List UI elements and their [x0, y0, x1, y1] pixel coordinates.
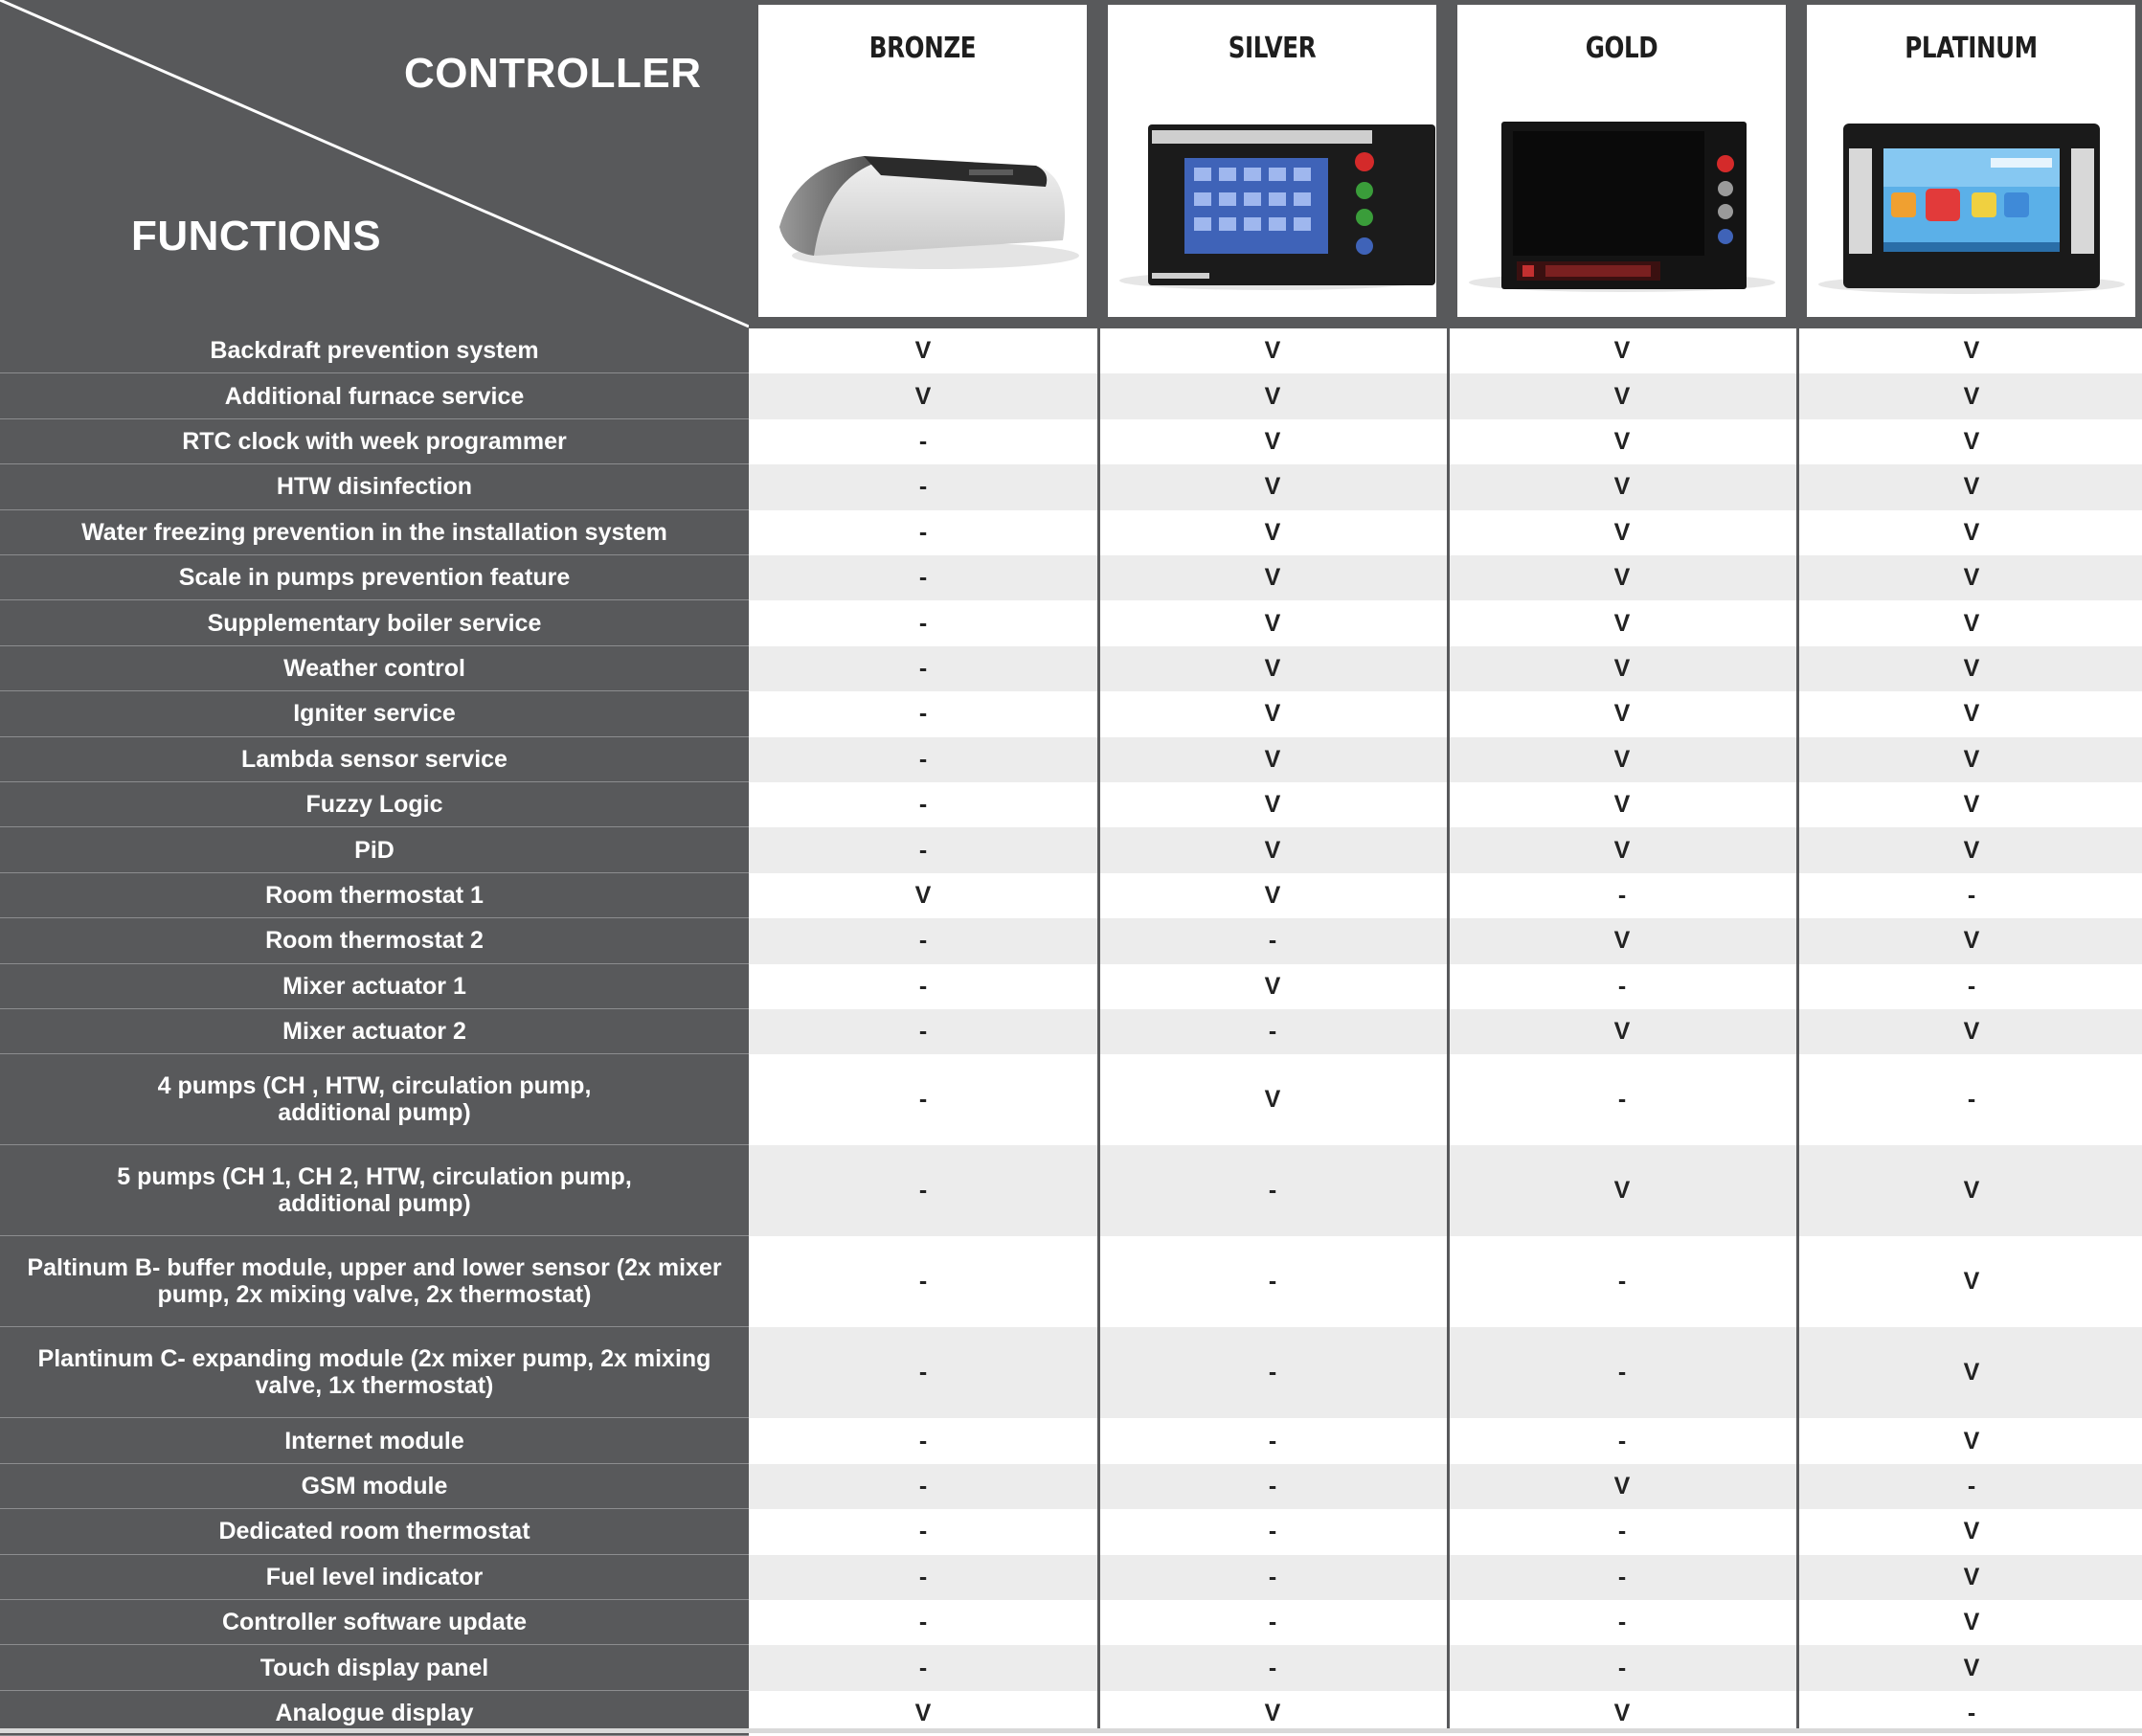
availability-mark-gold: V [1613, 1018, 1631, 1046]
value-cells [749, 1327, 2142, 1418]
value-cells [749, 1145, 2142, 1236]
availability-mark-platinum: - [1967, 1699, 1976, 1726]
availability-mark-gold: - [1617, 1086, 1627, 1114]
availability-mark-bronze: - [918, 1018, 928, 1046]
function-label: 4 pumps (CH , HTW, circulation pump, additional pump) [0, 1054, 749, 1145]
availability-mark-gold: - [1617, 881, 1627, 909]
function-label: Room thermostat 1 [0, 873, 749, 918]
function-label: Paltinum B- buffer module, upper and lower sensor (2x mixer pump, 2x mixing valve, 2x thermostat) [0, 1236, 749, 1327]
function-label: 5 pumps (CH 1, CH 2, HTW, circulation pump, additional pump) [0, 1145, 749, 1236]
column-divider [1447, 328, 1450, 1733]
availability-mark-gold: V [1613, 382, 1631, 410]
availability-mark-silver: V [1264, 791, 1281, 819]
availability-mark-gold: V [1613, 609, 1631, 637]
table-row [0, 1236, 2142, 1327]
availability-mark-platinum: V [1963, 1654, 1980, 1681]
availability-mark-platinum: V [1963, 1359, 1980, 1387]
product-card-silver [1108, 5, 1436, 317]
availability-mark-bronze: - [918, 1472, 928, 1499]
availability-mark-bronze: - [918, 791, 928, 819]
availability-mark-platinum: V [1963, 1609, 1980, 1636]
availability-mark-bronze: V [914, 1699, 932, 1726]
value-cells [749, 373, 2142, 418]
availability-mark-gold: V [1613, 700, 1631, 728]
functions-heading: FUNCTIONS [131, 213, 382, 259]
availability-mark-gold: V [1613, 836, 1631, 864]
availability-mark-platinum: V [1963, 927, 1980, 955]
availability-mark-bronze: - [918, 427, 928, 455]
availability-mark-gold: - [1617, 1359, 1627, 1387]
availability-mark-gold: V [1613, 927, 1631, 955]
product-name-platinum: PLATINUM [1905, 32, 2038, 65]
availability-mark-silver: V [1264, 836, 1281, 864]
table-row [0, 373, 2142, 418]
controller-heading: CONTROLLER [404, 50, 702, 97]
product-card-platinum [1807, 5, 2135, 317]
availability-mark-platinum: V [1963, 1018, 1980, 1046]
table-row [0, 782, 2142, 827]
table-row [0, 1009, 2142, 1054]
function-label: Mixer actuator 1 [0, 964, 749, 1009]
availability-mark-platinum: V [1963, 1427, 1980, 1454]
function-label: Internet module [0, 1418, 749, 1463]
function-label: Additional furnace service [0, 373, 749, 418]
product-card-gold [1457, 5, 1786, 317]
table-row [0, 1327, 2142, 1418]
function-label: Backdraft prevention system [0, 328, 749, 373]
availability-mark-platinum: - [1967, 1472, 1976, 1499]
availability-mark-bronze: V [914, 881, 932, 909]
table-row [0, 918, 2142, 963]
availability-mark-silver: V [1264, 745, 1281, 773]
availability-mark-platinum: - [1967, 972, 1976, 1000]
function-label: Scale in pumps prevention feature [0, 555, 749, 600]
table-row [0, 691, 2142, 736]
value-cells [749, 827, 2142, 872]
availability-mark-bronze: V [914, 337, 932, 365]
availability-mark-silver: V [1264, 427, 1281, 455]
availability-mark-silver: V [1264, 1699, 1281, 1726]
function-label: Lambda sensor service [0, 737, 749, 782]
table-row [0, 1645, 2142, 1690]
value-cells [749, 510, 2142, 555]
value-cells [749, 737, 2142, 782]
availability-mark-gold: - [1617, 1654, 1627, 1681]
availability-mark-silver: V [1264, 700, 1281, 728]
table-row [0, 1600, 2142, 1645]
availability-mark-gold: - [1617, 1563, 1627, 1590]
availability-mark-silver: - [1268, 1518, 1277, 1545]
function-label: RTC clock with week programmer [0, 419, 749, 464]
value-cells [749, 1236, 2142, 1327]
column-divider [1796, 328, 1799, 1733]
table-row [0, 1145, 2142, 1236]
function-label: Plantinum C- expanding module (2x mixer pump, 2x mixing valve, 1x thermostat) [0, 1327, 749, 1418]
availability-mark-platinum: V [1963, 337, 1980, 365]
availability-mark-silver: V [1264, 337, 1281, 365]
value-cells [749, 918, 2142, 963]
value-cells [749, 555, 2142, 600]
availability-mark-bronze: V [914, 382, 932, 410]
availability-mark-gold: - [1617, 1518, 1627, 1545]
table-row [0, 646, 2142, 691]
availability-mark-silver: V [1264, 972, 1281, 1000]
table-row [0, 1054, 2142, 1145]
silver-controller-image [1108, 5, 1436, 317]
availability-mark-bronze: - [918, 1177, 928, 1205]
availability-mark-gold: V [1613, 791, 1631, 819]
availability-mark-bronze: - [918, 972, 928, 1000]
platinum-controller-image [1807, 5, 2135, 317]
availability-mark-silver: - [1268, 1609, 1277, 1636]
availability-mark-platinum: V [1963, 1563, 1980, 1590]
value-cells [749, 464, 2142, 509]
availability-mark-bronze: - [918, 1427, 928, 1454]
value-cells [749, 1600, 2142, 1645]
value-cells [749, 691, 2142, 736]
table-row [0, 1418, 2142, 1463]
availability-mark-silver: - [1268, 1654, 1277, 1681]
availability-mark-silver: V [1264, 609, 1281, 637]
availability-mark-silver: V [1264, 564, 1281, 592]
function-label: Supplementary boiler service [0, 600, 749, 645]
availability-mark-platinum: V [1963, 836, 1980, 864]
product-name-silver: SILVER [1228, 32, 1317, 65]
availability-mark-silver: V [1264, 518, 1281, 546]
availability-mark-platinum: - [1967, 1086, 1976, 1114]
value-cells [749, 873, 2142, 918]
table-row [0, 1555, 2142, 1600]
availability-mark-gold: V [1613, 654, 1631, 682]
table-row [0, 964, 2142, 1009]
function-label: PiD [0, 827, 749, 872]
product-card-bronze [758, 5, 1087, 317]
table-row [0, 555, 2142, 600]
availability-mark-platinum: V [1963, 518, 1980, 546]
availability-mark-platinum: - [1967, 881, 1976, 909]
function-label: Water freezing prevention in the installation system [0, 510, 749, 555]
availability-mark-platinum: V [1963, 654, 1980, 682]
table-row [0, 464, 2142, 509]
table-row [0, 827, 2142, 872]
gold-controller-image [1457, 5, 1786, 317]
availability-mark-bronze: - [918, 1268, 928, 1296]
value-cells [749, 1555, 2142, 1600]
table-bottom-border [0, 1728, 2142, 1733]
product-header-bar [749, 0, 2142, 328]
availability-mark-bronze: - [918, 836, 928, 864]
table-row [0, 1464, 2142, 1509]
availability-mark-bronze: - [918, 609, 928, 637]
function-label: Controller software update [0, 1600, 749, 1645]
value-cells [749, 328, 2142, 373]
table-row [0, 737, 2142, 782]
availability-mark-gold: - [1617, 972, 1627, 1000]
availability-mark-bronze: - [918, 1086, 928, 1114]
availability-mark-bronze: - [918, 745, 928, 773]
function-label: Dedicated room thermostat [0, 1509, 749, 1554]
availability-mark-platinum: V [1963, 1268, 1980, 1296]
function-label: HTW disinfection [0, 464, 749, 509]
availability-mark-platinum: V [1963, 1518, 1980, 1545]
availability-mark-gold: - [1617, 1609, 1627, 1636]
table-row [0, 1509, 2142, 1554]
product-name-bronze: BRONZE [868, 32, 977, 65]
value-cells [749, 782, 2142, 827]
value-cells [749, 1009, 2142, 1054]
availability-mark-bronze: - [918, 700, 928, 728]
value-cells [749, 964, 2142, 1009]
bronze-controller-image [758, 5, 1087, 317]
availability-mark-gold: V [1613, 518, 1631, 546]
availability-mark-gold: V [1613, 473, 1631, 501]
function-label: GSM module [0, 1464, 749, 1509]
function-label: Room thermostat 2 [0, 918, 749, 963]
value-cells [749, 1054, 2142, 1145]
availability-mark-platinum: V [1963, 427, 1980, 455]
availability-mark-platinum: V [1963, 564, 1980, 592]
availability-mark-platinum: V [1963, 791, 1980, 819]
availability-mark-silver: V [1264, 382, 1281, 410]
availability-mark-bronze: - [918, 1563, 928, 1590]
function-label: Fuel level indicator [0, 1555, 749, 1600]
value-cells [749, 600, 2142, 645]
availability-mark-silver: - [1268, 1563, 1277, 1590]
function-label: Mixer actuator 2 [0, 1009, 749, 1054]
availability-mark-bronze: - [918, 1518, 928, 1545]
availability-mark-bronze: - [918, 927, 928, 955]
product-name-gold: GOLD [1585, 32, 1658, 65]
table-row [0, 419, 2142, 464]
availability-mark-bronze: - [918, 1654, 928, 1681]
availability-mark-platinum: V [1963, 609, 1980, 637]
availability-mark-gold: V [1613, 1177, 1631, 1205]
availability-mark-platinum: V [1963, 745, 1980, 773]
table-row [0, 328, 2142, 373]
availability-mark-bronze: - [918, 1359, 928, 1387]
value-cells [749, 1645, 2142, 1690]
availability-mark-silver: V [1264, 1086, 1281, 1114]
availability-mark-bronze: - [918, 518, 928, 546]
value-cells [749, 646, 2142, 691]
availability-mark-bronze: - [918, 654, 928, 682]
value-cells [749, 1509, 2142, 1554]
availability-mark-silver: - [1268, 1472, 1277, 1499]
function-label: Weather control [0, 646, 749, 691]
value-cells [749, 1464, 2142, 1509]
availability-mark-gold: - [1617, 1427, 1627, 1454]
availability-mark-gold: V [1613, 1699, 1631, 1726]
availability-mark-platinum: V [1963, 1177, 1980, 1205]
availability-mark-silver: V [1264, 473, 1281, 501]
availability-mark-gold: V [1613, 564, 1631, 592]
availability-mark-silver: V [1264, 654, 1281, 682]
availability-mark-silver: - [1268, 1018, 1277, 1046]
header-corner-cell [0, 0, 749, 328]
function-label: Analogue display [0, 1691, 749, 1736]
availability-mark-platinum: V [1963, 382, 1980, 410]
availability-mark-silver: - [1268, 1427, 1277, 1454]
availability-mark-silver: - [1268, 1177, 1277, 1205]
table-row [0, 510, 2142, 555]
availability-mark-bronze: - [918, 564, 928, 592]
availability-mark-silver: V [1264, 881, 1281, 909]
availability-mark-bronze: - [918, 473, 928, 501]
availability-mark-bronze: - [918, 1609, 928, 1636]
function-label: Igniter service [0, 691, 749, 736]
availability-mark-gold: V [1613, 745, 1631, 773]
function-label: Fuzzy Logic [0, 782, 749, 827]
availability-mark-gold: V [1613, 427, 1631, 455]
availability-mark-silver: - [1268, 1359, 1277, 1387]
availability-mark-silver: - [1268, 1268, 1277, 1296]
availability-mark-platinum: V [1963, 700, 1980, 728]
value-cells [749, 1418, 2142, 1463]
availability-mark-gold: V [1613, 337, 1631, 365]
function-label: Touch display panel [0, 1645, 749, 1690]
column-divider [1097, 328, 1100, 1733]
availability-mark-gold: - [1617, 1268, 1627, 1296]
availability-mark-silver: - [1268, 927, 1277, 955]
availability-mark-platinum: V [1963, 473, 1980, 501]
availability-mark-gold: V [1613, 1472, 1631, 1499]
table-row [0, 600, 2142, 645]
value-cells [749, 419, 2142, 464]
table-row [0, 873, 2142, 918]
